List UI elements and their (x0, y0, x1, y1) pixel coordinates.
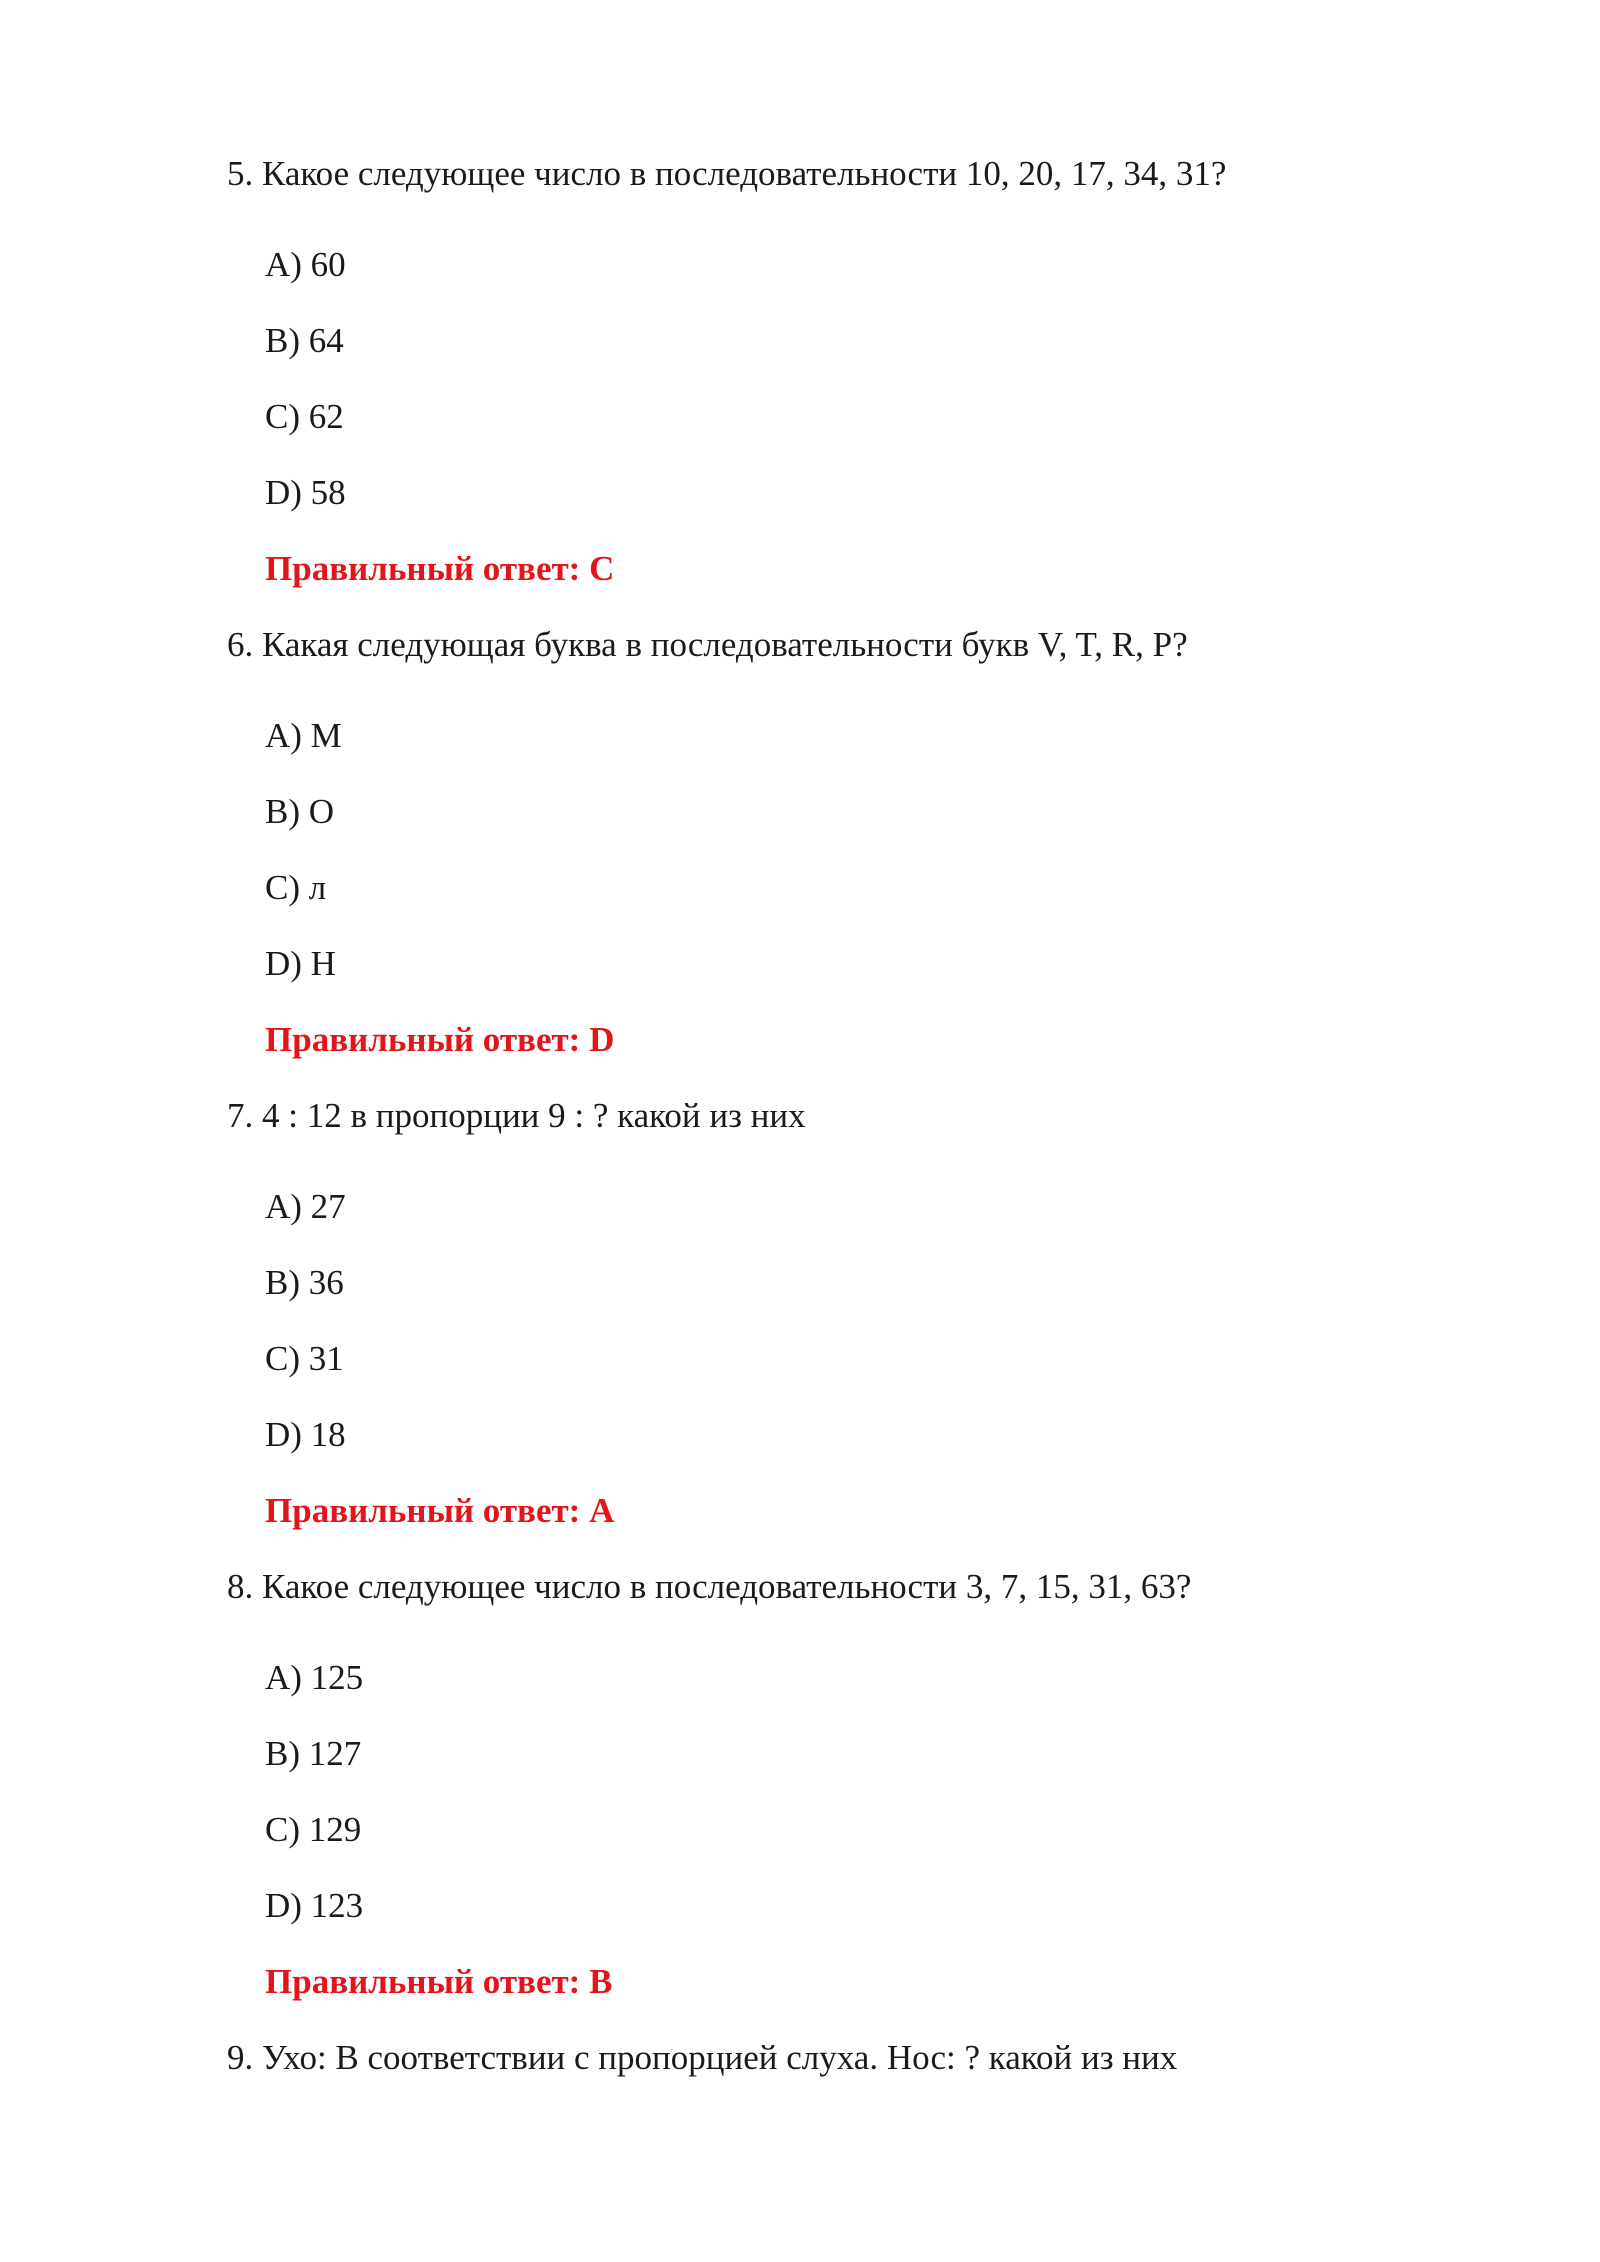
question-6-option-c: C) л (265, 868, 327, 907)
question-8-option-a: A) 125 (265, 1658, 364, 1697)
question-6-option-a: A) M (265, 716, 342, 755)
question-8-option-d: D) 123 (265, 1886, 364, 1925)
question-7-option-d: D) 18 (265, 1415, 346, 1454)
question-7-text: 7. 4 : 12 в пропорции 9 : ? какой из них (227, 1096, 806, 1135)
question-6-answer: Правильный ответ: D (265, 1020, 615, 1059)
question-8-text: 8. Какое следующее число в последовательности 3, 7, 15, 31, 63? (227, 1567, 1192, 1606)
question-5-option-b: B) 64 (265, 321, 344, 360)
question-9-text: 9. Ухо: В соответствии с пропорцией слуха. Нос: ? какой из них (227, 2038, 1178, 2077)
question-6-option-d: D) H (265, 944, 336, 983)
question-8-option-b: B) 127 (265, 1734, 362, 1773)
question-7-answer: Правильный ответ: A (265, 1491, 615, 1530)
question-8-answer: Правильный ответ: B (265, 1962, 613, 2001)
question-8-option-c: C) 129 (265, 1810, 362, 1849)
question-6-text: 6. Какая следующая буква в последовательности букв V, T, R, P? (227, 625, 1188, 664)
question-7-option-a: A) 27 (265, 1187, 346, 1226)
question-7-option-b: B) 36 (265, 1263, 344, 1302)
question-5-option-c: C) 62 (265, 397, 344, 436)
question-5-option-d: D) 58 (265, 473, 346, 512)
question-5-option-a: A) 60 (265, 245, 346, 284)
question-7-option-c: C) 31 (265, 1339, 344, 1378)
question-5-text: 5. Какое следующее число в последовательности 10, 20, 17, 34, 31? (227, 154, 1227, 193)
question-6-option-b: B) O (265, 792, 335, 831)
question-5-answer: Правильный ответ: C (265, 549, 615, 588)
